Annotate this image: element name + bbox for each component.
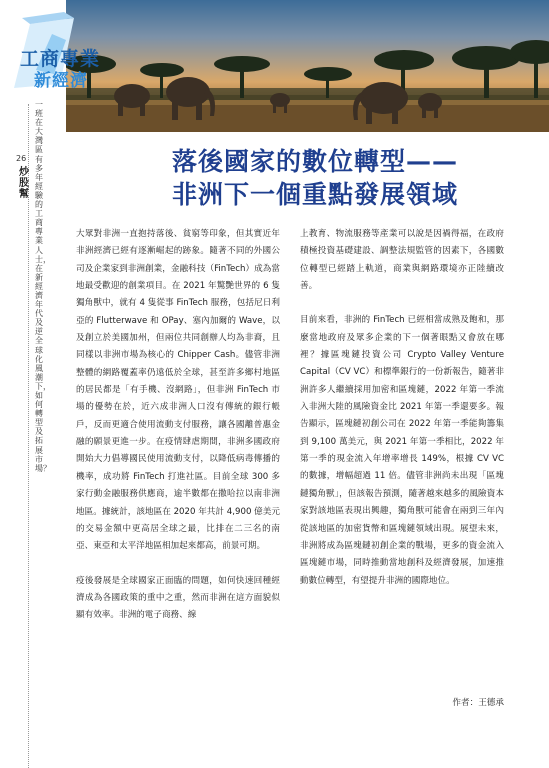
paragraph: 上教育、物流服務等產業可以說是因禍得福，在政府積極投資基礎建設、調整法規監管的因素下，各國數位轉型已經踏上軌道，商業與網路環境亦正陸續改善。 <box>300 229 504 292</box>
article-byline: 作者：王德承 <box>452 698 504 708</box>
paragraph: 目前來看，非洲的 FinTech 已經相當成熟及飽和，那麼當地政府及眾多企業的下一個著眼點又會放在哪裡？據區塊鏈投資公司 Crypto Valley Venture Capital（CV VC）和標準銀行的一份新報告，隨著非洲許多人繼續採用加密和區塊鏈，2022 年第一季流入非洲大陸的風險資金比 2021 年第一季還要多。報告顯示，區塊鏈初創公司在 2022 年第一季能夠籌集到 9,100 萬美元，與 2021 年第一季相比，2022 年第一季的現金流入年增率增長 149%，根據 CV VC 的數據，增幅超過 11 倍。儘管非洲尚未出現「區塊鏈獨角獸」，但該報告預測，隨著越來越多的風險資本家對該地區表現出興趣，獨角獸可能會在兩到三年內從該地區的加密貨幣和區塊鏈領域出現。展望未來，非洲將成為區塊鏈初創企業的戰場，更多的資金流入區塊鏈市場，同時推動當地創科及經濟發展，加速推動數位轉型，有望提升非洲的國際地位。 <box>300 315 504 586</box>
magazine-section-logo <box>0 0 118 92</box>
page-number: 26 <box>16 154 27 163</box>
article-subtitle: 非洲下一個重點發展領域 <box>171 180 458 209</box>
columnist-bio: 一班在大灣區有多年經驗的工商專業人士，在新經濟年代及逆全球化風潮下，如何轉型及拓展市場？ <box>35 100 51 473</box>
margin-divider <box>28 104 29 768</box>
columnist-name: 炒股幫 <box>19 167 29 200</box>
paragraph: 疫後發展是全球國家正面臨的問題，如何快速回種經濟成為各國政策的重中之重，然而非洲在這方面貌似顯有效率。非洲的電子商務、線 <box>76 575 280 621</box>
article-title: 落後國家的數位轉型—— <box>171 147 458 176</box>
article-column-right <box>300 226 504 590</box>
header-photo <box>66 0 549 132</box>
article-column-left <box>76 226 280 625</box>
logo-subtitle: 新經濟 <box>34 71 88 91</box>
logo-title: 工商專業 <box>20 48 101 70</box>
paragraph: 大眾對非洲一直抱持落後、貧窮等印象，但其實近年非洲經濟已經有逐漸崛起的跡象。隨著不同的外國公司及企業家到非洲創業，金融科技（FinTech）成為當地最受歡迎的創業項目。在 2021 年驚艷世界的 6 隻獨角獸中，就有 4 隻從事 FinTech 服務，包括尼日利亞的 Flutterwave 和 OPay、塞內加爾的 Wave，以及創立於美國加州，但兩位共同創辦人均為非裔，且同樣以非洲市場為核心的 Chipper Cash。儘管非洲整體的網路覆蓋率仍遠低於全球，甚至許多鄉村地區的居民都是「有手機、沒網路」，但非洲 FinTech 市場的優勢在於，近六成非洲人口沒有傳統的銀行帳戶，反而更適合使用流動支付服務，讓各國離普惠金融的願景更進一步。在疫情肆虐期間，非洲多國政府開始大力倡導國民使用流動支付，以降低病毒傳播的機率，成功將 FinTech 打進社區。目前全球 300 多家行動金融服務供應商，逾半數都在撒哈拉以南非洲地區。據統計，該地區在 2020 年共計 4,900 億美元的交易金額中更高居全球之最，比排在二三名的南亞、東亞和太平洋地區相加起來都高，前景可期。 <box>76 229 280 552</box>
